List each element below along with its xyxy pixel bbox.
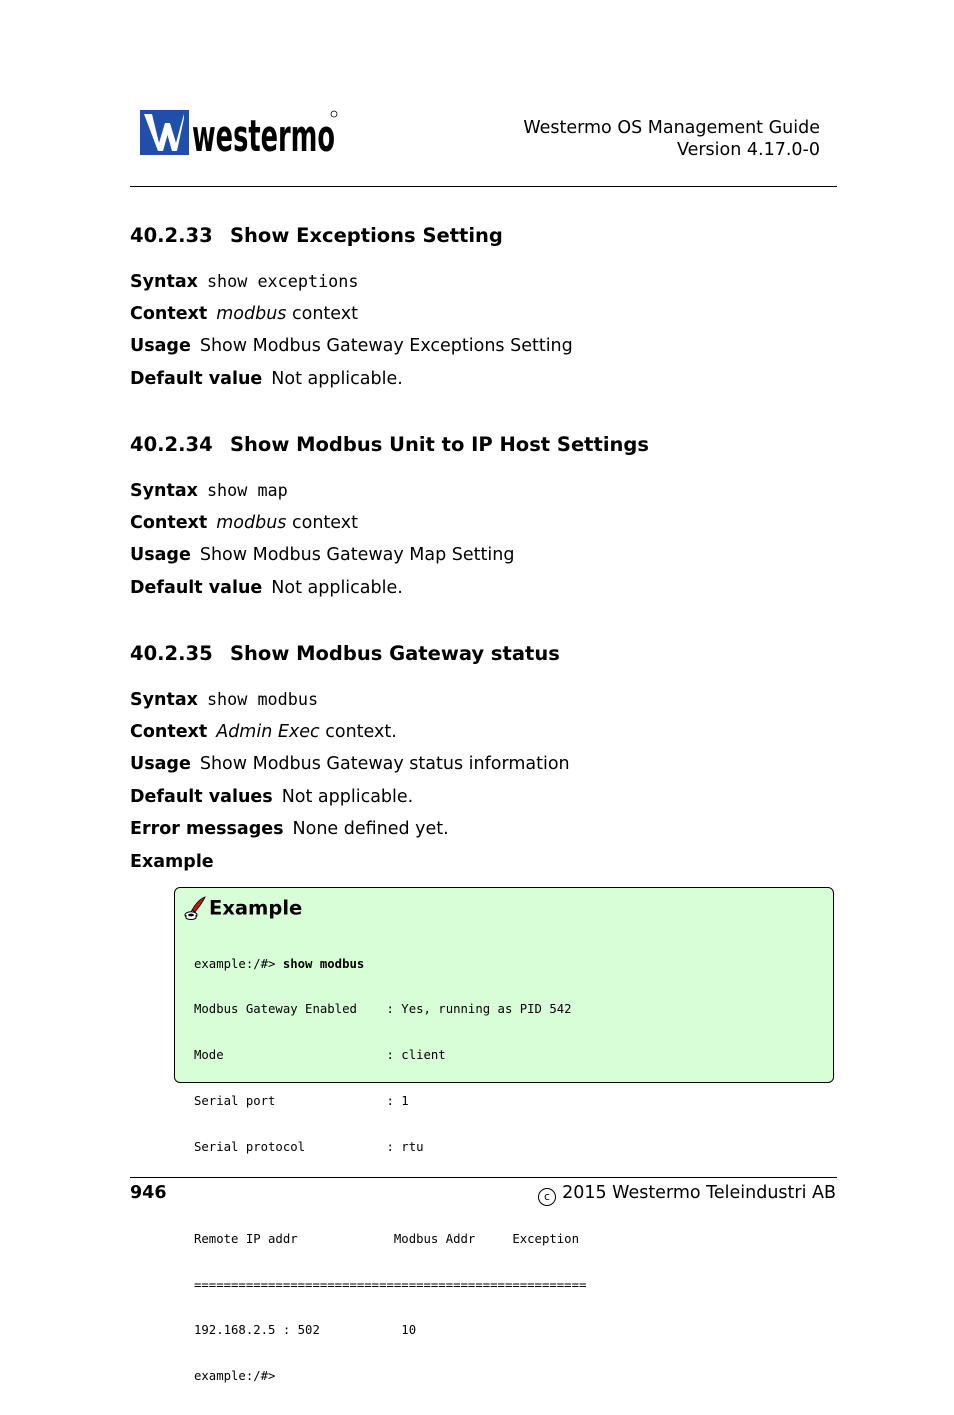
default-row [130,368,573,390]
output-line: Serial protocol : rtu [194,1140,424,1155]
context-row [130,721,570,743]
syntax-label: Syntax [130,481,198,501]
default-text: Not applicable. [271,577,403,598]
output-line: Mode : client [194,1048,446,1063]
context-row [130,512,649,534]
error-messages-text: None defined yet. [292,819,449,839]
cli-prompt: example:/#> [194,956,283,971]
page-number: 946 [130,1183,167,1203]
cli-output [194,926,586,1415]
context-label: Context [130,303,208,324]
section-show-map [130,431,649,599]
copyright-icon: c [538,1188,556,1206]
section-title: Show Modbus Unit to IP Host Settings [230,433,649,456]
section-heading [130,431,649,459]
usage-label: Usage [130,754,191,774]
table-header: Remote IP addr Modbus Addr Exception [194,1231,579,1246]
usage-text: Show Modbus Gateway Map Setting [199,545,515,565]
usage-row [130,753,570,775]
context-suffix: context [291,303,358,324]
section-heading [130,222,573,250]
usage-label: Usage [130,545,191,565]
logo-wordmark: westermo [192,111,335,162]
header-divider [130,186,837,187]
example-row [130,851,570,873]
syntax-label: Syntax [130,272,198,292]
usage-text: Show Modbus Gateway status information [199,754,570,774]
default-label: Default value [130,368,263,389]
table-separator: ===================================================== [194,1277,587,1292]
syntax-command: show modbus [206,689,319,709]
output-line: Serial port : 1 [194,1094,409,1109]
context-suffix: context. [325,721,397,742]
default-label: Default values [130,786,273,807]
document-header [523,117,820,161]
syntax-label: Syntax [130,690,198,710]
table-row: 192.168.2.5 : 502 10 [194,1323,417,1338]
default-row [130,786,570,808]
syntax-command: show map [206,480,288,500]
syntax-row [130,270,573,292]
section-show-modbus-status [130,640,570,873]
syntax-row [130,688,570,710]
cli-command: show modbus [282,956,365,971]
example-label: Example [130,851,214,872]
context-suffix: context [291,512,358,533]
usage-row [130,335,573,357]
section-title: Show Modbus Gateway status [230,642,560,665]
copyright-notice [538,1182,836,1206]
final-prompt: example:/#> [194,1369,276,1384]
context-label: Context [130,512,208,533]
context-name: modbus [216,303,287,324]
command-line [194,957,586,972]
section-show-exceptions [130,222,573,390]
section-number: 40.2.35 [130,642,213,665]
section-title: Show Exceptions Setting [230,224,503,247]
usage-label: Usage [130,336,191,356]
example-title: Example [209,896,303,920]
error-messages-label: Error messages [130,819,284,839]
syntax-row [130,479,649,501]
default-text: Not applicable. [271,368,403,389]
error-messages-row [130,818,570,840]
section-number: 40.2.34 [130,433,213,456]
copyright-text: 2015 Westermo Teleindustri AB [562,1183,836,1203]
section-heading [130,640,570,668]
context-name: modbus [216,512,287,533]
usage-text: Show Modbus Gateway Exceptions Setting [199,336,573,356]
context-row [130,303,573,325]
default-label: Default value [130,577,263,598]
quill-pen-icon [183,895,209,921]
guide-title: Westermo OS Management Guide [523,118,820,138]
output-line: Modbus Gateway Enabled : Yes, running as PID 542 [194,1002,572,1017]
blank-line [194,1186,586,1201]
westermo-logo [139,109,339,162]
usage-row [130,544,649,566]
context-label: Context [130,721,208,742]
footer-divider [130,1177,837,1178]
default-row [130,577,649,599]
context-name: Admin Exec [216,721,320,742]
syntax-command: show exceptions [206,271,359,291]
guide-version: Version 4.17.0-0 [676,140,820,160]
section-number: 40.2.33 [130,224,213,247]
example-header [183,895,302,923]
default-text: Not applicable. [281,786,414,807]
